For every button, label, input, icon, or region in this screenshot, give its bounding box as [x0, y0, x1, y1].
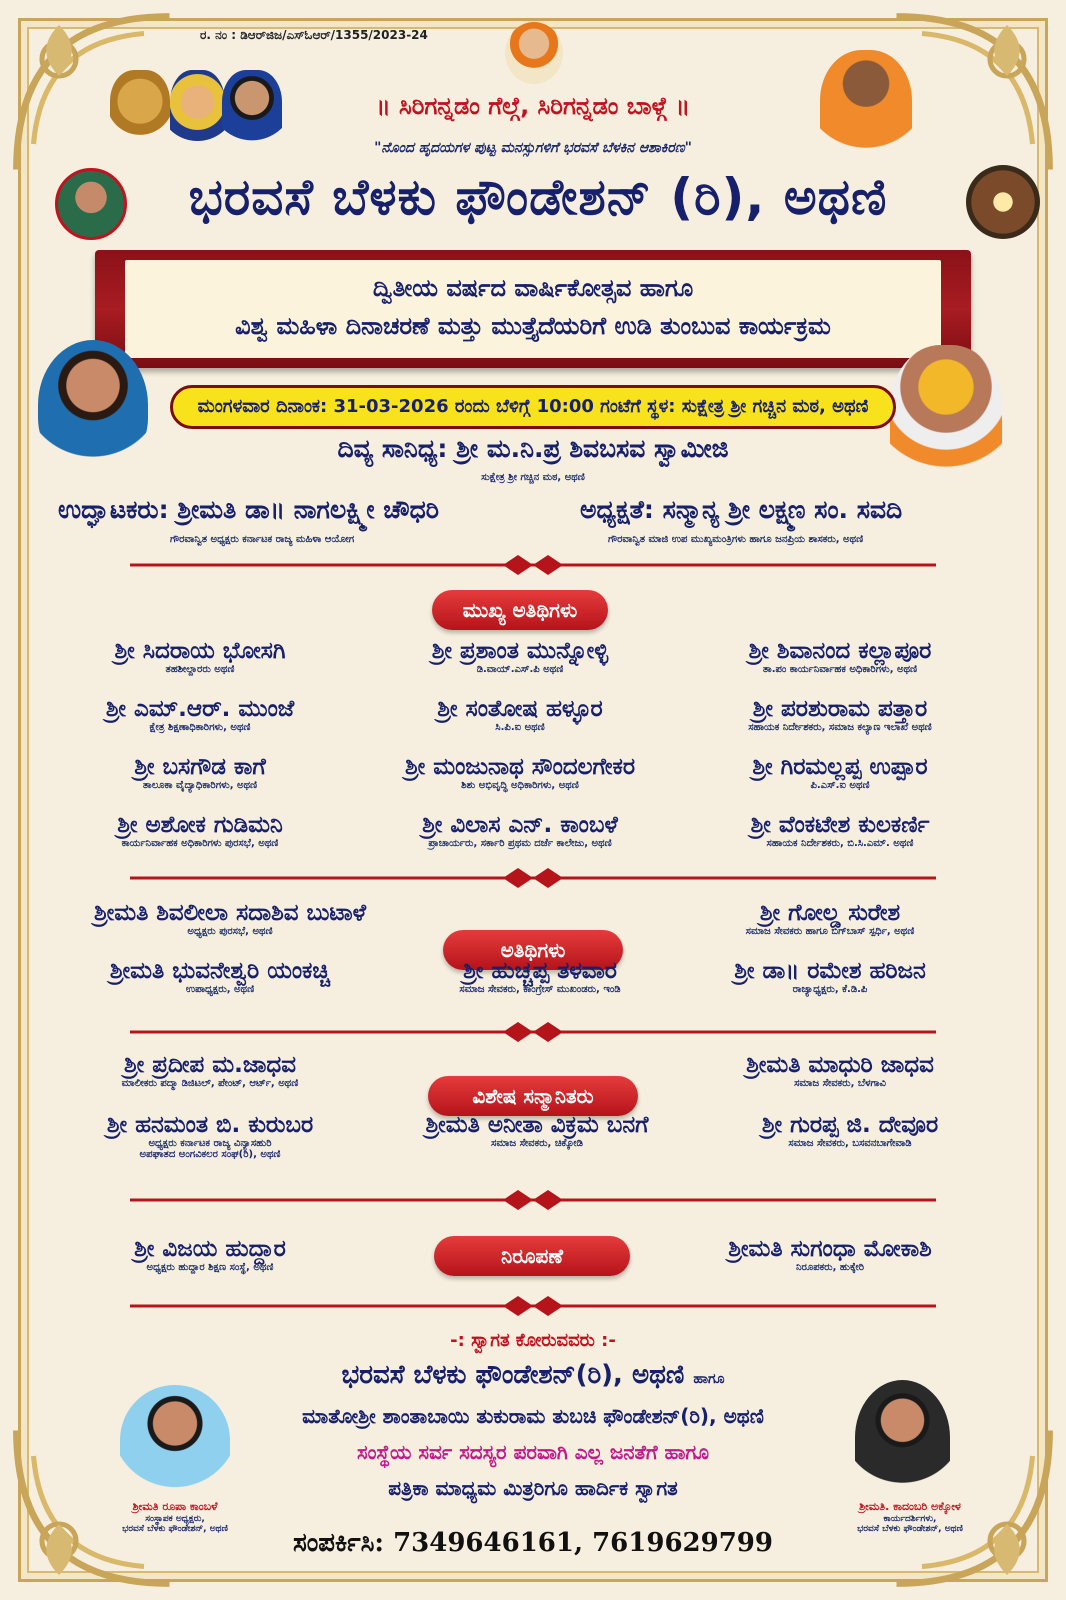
portrait-top-center	[505, 22, 563, 84]
divine-presence-sub: ಸುಕ್ಷೇತ್ರ ಶ್ರೀ ಗಚ್ಚಿನ ಮಠ, ಅಥಣಿ	[481, 472, 585, 483]
divider-3	[130, 1020, 936, 1044]
event-date-venue: ಮಂಗಳವಾರ ದಿನಾಂಕ: 31-03-2026 ರಂದು ಬೆಳಿಗ್ಗೆ 10:00 ಗಂಟೆಗೆ ಸ್ಥಳ: ಸುಕ್ಷೇತ್ರ ಶ್ರೀ ಗಚ್ಚಿನ ಮಠ, ಅಥಣಿ	[170, 385, 896, 429]
chief-guest-7: ಶ್ರೀ ಬಸಗೌಡ ಕಾಗೆ ತಾಲೂಕಾ ವೈದ್ಯಾಧಿಕಾರಿಗಳು, ಅಥಣಿ	[134, 754, 266, 791]
guest-5: ಶ್ರೀ ಡಾ॥ ರಮೇಶ ಹರಿಜನ ರಾಜ್ಯಾಧ್ಯಕ್ಷರು, ಕೆ.ಡಿ.ಪಿ	[734, 958, 926, 995]
event-title-line1: ದ್ವಿತೀಯ ವರ್ಷದ ವಾರ್ಷಿಕೋತ್ಸವ ಹಾಗೂ	[372, 274, 694, 302]
compere-2: ಶ್ರೀಮತಿ ಸುಗಂಧಾ ಮೋಕಾಶಿ ನಿರೂಪಕರು, ಹುಕ್ಕೇರಿ	[728, 1236, 932, 1273]
chief-guest-10: ಶ್ರೀ ಅಶೋಕ ಗುಡಿಮನಿ ಕಾರ್ಯನಿರ್ವಾಹಕ ಅಧಿಕಾರಿಗಳು ಪುರಸಭೆ, ಅಥಣಿ	[117, 812, 283, 849]
divine-presence: ದಿವ್ಯ ಸಾನಿಧ್ಯ: ಶ್ರೀ ಮ.ನಿ.ಪ್ರ ಶಿವಬಸವ ಸ್ವಾಮೀಜಿ	[337, 434, 729, 463]
chief-guest-2: ಶ್ರೀ ಪ್ರಶಾಂತ ಮುನ್ನೋಳ್ಳಿ ಡಿ.ವಾಯ್.ಎಸ್.ಪಿ ಅಥಣಿ	[431, 638, 609, 675]
slogan: ॥ ಸಿರಿಗನ್ನಡಂ ಗೆಲ್ಗೆ, ಸಿರಿಗನ್ನಡಂ ಬಾಳ್ಗೆ ॥	[375, 92, 691, 120]
guest-3: ಶ್ರೀಮತಿ ಭುವನೇಶ್ವರಿ ಯಂಕಚ್ಚಿ ಉಪಾಧ್ಯಕ್ಷರು, ಅಥಣಿ	[109, 958, 331, 995]
honoree-3: ಶ್ರೀ ಹನಮಂತ ಬಿ. ಕುರುಬರ ಅಧ್ಯಕ್ಷರು ಕರ್ನಾಟಕ ರಾಜ್ಯ ವಿನ್ಯಾಸಹುರಿ ಅಪಘಾತದ ಅಂಗವಿಕಲರ ಸಂಘ(ರಿ), ಅಥಣಿ	[106, 1112, 314, 1160]
divider-4	[130, 1188, 936, 1212]
tagline: "ನೊಂದ ಹೃದಯಗಳ ಪುಟ್ಟ ಮನಸ್ಸುಗಳಿಗೆ ಭರವಸೆ ಬೆಳಕಿನ ಆಶಾಕಿರಣ"	[374, 140, 692, 156]
event-title-ribbon	[95, 250, 971, 368]
left-welcome-photo	[120, 1385, 230, 1495]
chief-guest-12: ಶ್ರೀ ವೆಂಕಟೇಶ ಕುಲಕರ್ಣಿ ಸಹಾಯಕ ನಿರ್ದೇಶಕರು, ಬಿ.ಸಿ.ಎಮ್. ಅಥಣಿ	[750, 812, 930, 849]
registration-number: ರ. ನಂ : ಡಿಆರ್‌ಜಿಜ/ಎಸ್‌ಓಆರ್/1355/2023-24	[200, 28, 428, 42]
honoree-4: ಶ್ರೀಮತಿ ಅನೀತಾ ವಿಕ್ರಮ ಬನಗೆ ಸಮಾಜ ಸೇವಕರು, ಚಿಕ್ಕೋಡಿ	[425, 1112, 649, 1149]
chief-guest-4: ಶ್ರೀ ಎಮ್.ಆರ್. ಮುಂಜೆ ಕ್ಷೇತ್ರ ಶಿಕ್ಷಣಾಧಿಕಾರಿಗಳು, ಅಥಣಿ	[105, 696, 295, 733]
inaugurator-name: ಉದ್ಘಾಟಕರು: ಶ್ರೀಮತಿ ಡಾ॥ ನಾಗಲಕ್ಷ್ಮೀ ಚೌಧರಿ	[58, 495, 439, 524]
welcome-line1: ಭರವಸೆ ಬೆಳಕು ಫೌಂಡೇಶನ್(ರಿ), ಅಥಣಿ ಹಾಗೂ	[341, 1360, 725, 1390]
left-welcome-person: ಶ್ರೀಮತಿ ರೂಪಾ ಕಾಂಬಳೆ ಸಂಸ್ಥಾಪಕ ಅಧ್ಯಕ್ಷರು, ಭರವಸೆ ಬೆಳಕು ಫೌಂಡೇಶನ್, ಅಥಣಿ	[122, 1500, 228, 1534]
chief-guests-heading: ಮುಖ್ಯ ಅತಿಥಿಗಳು	[432, 590, 608, 630]
guest-2: ಶ್ರೀ ಗೋಲ್ಡ ಸುರೇಶ ಸಮಾಜ ಸೇವಕರು ಹಾಗೂ ಬಿಗ್‌ಬಾಸ್ ಸ್ಪರ್ಧಿ, ಅಥಣಿ	[745, 900, 915, 937]
founder-photo-left	[55, 168, 127, 240]
chief-guest-3: ಶ್ರೀ ಶಿವಾನಂದ ಕಲ್ಲಾಪೂರ ತಾ.ಪಂ ಕಾರ್ಯನಿರ್ವಾಹಕ ಅಧಿಕಾರಿಗಳು, ಅಥಣಿ	[748, 638, 932, 675]
event-title-line2: ವಿಶ್ವ ಮಹಿಳಾ ದಿನಾಚರಣೆ ಮತ್ತು ಮುತ್ತೈದೆಯರಿಗೆ ಉಡಿ ತುಂಬುವ ಕಾರ್ಯಕ್ರಮ	[235, 312, 831, 340]
honoree-5: ಶ್ರೀ ಗುರಪ್ಪ ಜಿ. ದೇವೂರ ಸಮಾಜ ಸೇವಕರು, ಬಸವನಬಾಗೇವಾಡಿ	[761, 1112, 939, 1149]
contact-numbers: ಸಂಪರ್ಕಿಸಿ: 7349646161, 7619629799	[292, 1528, 773, 1558]
right-welcome-photo	[855, 1380, 950, 1495]
chief-guest-6: ಶ್ರೀ ಪರಶುರಾಮ ಪತ್ತಾರ ಸಹಾಯಕ ನಿರ್ದೇಶಕರು, ಸಮಾಜ ಕಲ್ಯಾಣ ಇಲಾಖೆ ಅಥಣಿ	[748, 696, 932, 733]
president-photo	[890, 345, 1002, 485]
foundation-logo	[966, 165, 1040, 239]
divider-2	[130, 866, 936, 890]
welcome-line4: ಪತ್ರಿಕಾ ಮಾಧ್ಯಮ ಮಿತ್ರರಿಗೂ ಹಾರ್ದಿಕ ಸ್ವಾಗತ	[388, 1476, 678, 1500]
divider-5	[130, 1294, 936, 1318]
chief-guest-11: ಶ್ರೀ ವಿಲಾಸ ಎನ್. ಕಾಂಬಳೆ ಪ್ರಾಚಾರ್ಯರು, ಸರ್ಕಾರಿ ಪ್ರಥಮ ದರ್ಜೆ ಕಾಲೇಜು, ಅಥಣಿ	[422, 812, 618, 849]
president-sub: ಗೌರವಾನ್ವಿತ ಮಾಜಿ ಉಪ ಮುಖ್ಯಮಂತ್ರಿಗಳು ಹಾಗೂ ಜನಪ್ರಿಯ ಶಾಸಕರು, ಅಥಣಿ	[608, 534, 864, 545]
honoree-1: ಶ್ರೀ ಪ್ರದೀಪ ಮ.ಜಾಧವ ಮಾಲೀಕರು ಪದ್ಮಾ ಡಿಜಿಟಲ್, ಪೇಂಟ್, ಆರ್ಟ್, ಅಥಣಿ	[121, 1052, 299, 1089]
chief-guest-5: ಶ್ರೀ ಸಂತೋಷ ಹಳ್ಳೂರ ಸಿ.ಪಿ.ಐ ಅಥಣಿ	[437, 696, 603, 733]
inaugurator-sub: ಗೌರವಾನ್ವಿತ ಅಧ್ಯಕ್ಷರು ಕರ್ನಾಟಕ ರಾಜ್ಯ ಮಹಿಳಾ ಆಯೋಗ	[170, 534, 355, 545]
chief-guest-9: ಶ್ರೀ ಗಿರಮಲ್ಲಪ್ಪ ಉಪ್ಪಾರ ಪಿ.ಎಸ್.ಐ ಅಥಣಿ	[752, 754, 928, 791]
guest-1: ಶ್ರೀಮತಿ ಶಿವಲೀಲಾ ಸದಾಶಿವ ಬುಟಾಳೆ ಅಧ್ಯಕ್ಷರು ಪುರಸಭೆ, ಅಥಣಿ	[93, 900, 367, 937]
compere-1: ಶ್ರೀ ವಿಜಯ ಹುದ್ದಾರ ಅಧ್ಯಕ್ಷರು ಹುದ್ದಾರ ಶಿಕ್ಷಣ ಸಂಸ್ಥೆ, ಅಥಣಿ	[134, 1236, 286, 1273]
welcome-line3: ಸಂಸ್ಥೆಯ ಸರ್ವ ಸದಸ್ಯರ ಪರವಾಗಿ ಎಲ್ಲ ಜನತೆಗೆ ಹಾಗೂ	[357, 1440, 709, 1464]
chief-guest-1: ಶ್ರೀ ಸಿದರಾಯ ಭೋಸಗಿ ತಹಶೀಲ್ದಾರರು ಅಥಣಿ	[114, 638, 286, 675]
chief-guest-8: ಶ್ರೀ ಮಂಜುನಾಥ ಸೌಂದಲಗೇಕರ ಶಿಶು ಅಭಿವೃದ್ಧಿ ಅಧಿಕಾರಿಗಳು, ಅಥಣಿ	[404, 754, 636, 791]
divider-1	[130, 553, 936, 577]
right-welcome-person: ಶ್ರೀಮತಿ. ಕಾದಂಬರಿ ಅಕ್ಕೋಳ ಕಾರ್ಯದರ್ಶಿಗಳು, ಭರವಸೆ ಬೆಳಕು ಫೌಂಡೇಶನ್, ಅಥಣಿ	[857, 1500, 963, 1534]
guest-4: ಶ್ರೀ ಹುಚ್ಚಪ್ಪ ತಳವಾರ ಸಮಾಜ ಸೇವಕರು, ಕಾಂಗ್ರೇಸ್ ಮುಖಂಡರು, ಇಂಡಿ	[459, 958, 621, 995]
organization-name: ಭರವಸೆ ಬೆಳಕು ಫೌಂಡೇಶನ್ (ರಿ), ಅಥಣಿ	[188, 168, 888, 226]
welcome-title: -: ಸ್ವಾಗತ ಕೋರುವವರು :-	[450, 1330, 616, 1351]
welcome-line2: ಮಾತೋಶ್ರೀ ಶಾಂತಾಬಾಯಿ ತುಕುರಾಮ ತುಬಚಿ ಫೌಂಡೇಶನ್(ರಿ), ಅಥಣಿ	[302, 1404, 764, 1428]
president-name: ಅಧ್ಯಕ್ಷತೆ: ಸನ್ಮಾನ್ಯ ಶ್ರೀ ಲಕ್ಷ್ಮಣ ಸಂ. ಸವದಿ	[580, 495, 903, 524]
compere-heading: ನಿರೂಪಣೆ	[434, 1236, 630, 1276]
guests-heading: ಅತಿಥಿಗಳು	[443, 930, 623, 970]
honoree-2: ಶ್ರೀಮತಿ ಮಾಧುರಿ ಜಾಧವ ಸಮಾಜ ಸೇವಕರು, ಬೆಳಗಾವಿ	[746, 1052, 934, 1089]
honorees-heading: ವಿಶೇಷ ಸನ್ಮಾನಿತರು	[428, 1076, 638, 1116]
